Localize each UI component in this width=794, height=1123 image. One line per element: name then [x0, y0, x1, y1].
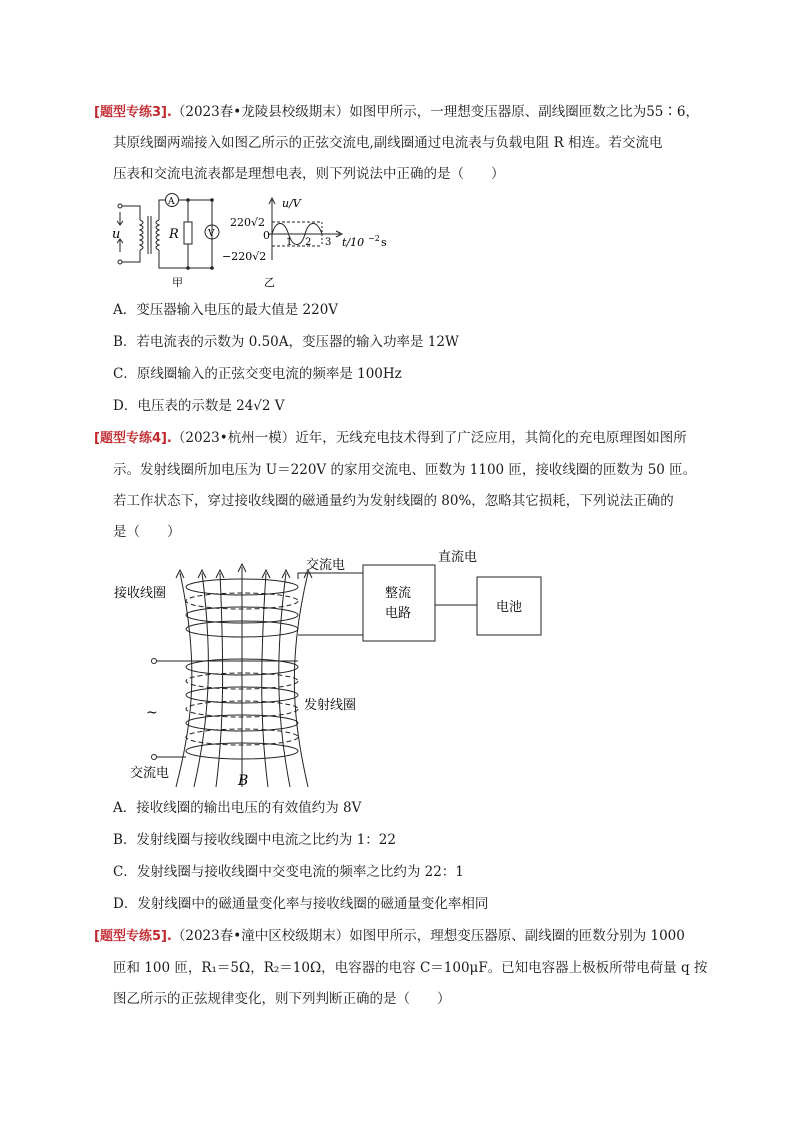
q3-resistor — [184, 222, 192, 244]
q5-tag: [题型专练5]. — [94, 929, 172, 944]
q4-dc-label: 直流电 — [438, 550, 478, 565]
q5-text-2: 匝和 100 匝，R₁＝5Ω，R₂＝10Ω，电容器的电容 C＝100μF。已知电容器上极板所带电荷量 q 按 — [113, 960, 708, 976]
q5-source: （2023春•潼中区校级期末） — [171, 928, 350, 944]
q5-line1 — [94, 924, 685, 944]
q3-figure — [108, 190, 408, 290]
q4-field-line — [176, 573, 192, 787]
q3-voltmeter-label: V — [208, 229, 215, 239]
q3-axis-y: u/V — [282, 197, 301, 210]
q3-terminal-top — [118, 204, 122, 208]
q4-rectifier-box — [363, 565, 435, 641]
q4-terminal-top — [152, 659, 157, 664]
q4-option-d[interactable]: D．发射线圈中的磁通量变化率与接收线圈的磁通量变化率相同 — [113, 896, 489, 912]
q4-text-4: 是（ ） — [113, 524, 181, 540]
q4-text-2: 示。发射线圈所加电压为 U＝220V 的家用交流电、匝数为 1100 匝，接收线圈的匝数为 50 匝。 — [113, 462, 697, 478]
q3-t3: 3 — [325, 237, 332, 248]
q3-option-a[interactable]: A．变压器输入电压的最大值是 220V — [113, 302, 339, 318]
q3-ymin: −220√2 — [222, 250, 267, 263]
q4-figure — [108, 545, 558, 795]
q4-battery-label: 电池 — [496, 600, 523, 615]
q4-ac-bottom-label: 交流电 — [130, 766, 170, 781]
q4-terminal-bottom — [152, 755, 157, 760]
q3-axis-x-exp: −2 — [368, 234, 380, 243]
q4-field-line — [294, 573, 308, 787]
q3-ammeter-label: A — [168, 197, 175, 207]
q4-tilde: ~ — [146, 705, 158, 721]
q4-line1 — [94, 426, 687, 446]
q4-text-3: 若工作状态下，穿过接收线圈的磁通量约为发射线圈的 80%，忽略其它损耗，下列说法正确的 — [113, 493, 674, 509]
q3-option-b[interactable]: B．若电流表的示数为 0.50A，变压器的输入功率是 12W — [113, 334, 459, 350]
q3-tag: [题型专练3]. — [94, 105, 172, 120]
q3-u-label: u — [112, 227, 121, 242]
q3-line1 — [94, 100, 699, 120]
q5-text-1: 如图甲所示，理想变压器原、副线圈的匝数分别为 1000 — [349, 928, 685, 944]
q4-option-c[interactable]: C．发射线圈与接收线圈中交变电流的频率之比约为 22：1 — [113, 864, 464, 880]
q4-option-b[interactable]: B．发射线圈与接收线圈中电流之比约为 1：22 — [113, 832, 396, 848]
q3-text-2: 其原线圈两端接入如图乙所示的正弦交流电,副线圈通过电流表与负载电阻 R 相连。若交流电 — [113, 135, 663, 151]
q3-source: （2023春•龙陵县校级期末） — [171, 104, 350, 120]
q3-option-d[interactable]: D．电压表的示数是 24√2 V — [113, 398, 285, 414]
q3-caption-jia: 甲 — [172, 276, 183, 289]
q3-t2: 2 — [305, 237, 312, 248]
q4-field-line — [194, 573, 208, 787]
q3-ymax: 220√2 — [230, 216, 266, 229]
q3-primary-coil — [140, 220, 143, 250]
q3-terminal-bottom — [118, 260, 122, 264]
q3-caption-yi: 乙 — [264, 276, 275, 289]
q4-rectifier-label-2: 电路 — [385, 606, 412, 621]
q4-field-line — [216, 573, 223, 787]
q3-t1: 1 — [286, 237, 293, 248]
q4-source: （2023•杭州一模） — [171, 430, 296, 446]
q4-tag: [题型专练4]. — [94, 431, 172, 446]
q3-r-label: R — [169, 227, 179, 242]
q3-text-3: 压表和交流电流表都是理想电表，则下列说法中正确的是（ ） — [113, 166, 505, 182]
q3-option-c[interactable]: C．原线圈输入的正弦交变电流的频率是 100Hz — [113, 366, 402, 382]
q4-ac-top-label: 交流电 — [306, 558, 346, 573]
q4-field-label: B — [238, 773, 249, 789]
q3-axis-x-unit: s — [381, 236, 387, 249]
q3-text-1: 如图甲所示，一理想变压器原、副线圈匝数之比为55∶6， — [349, 104, 699, 120]
q4-transmit-label: 发射线圈 — [304, 698, 357, 713]
q3-axis-x: t/10 — [342, 236, 365, 249]
q4-receive-label: 接收线圈 — [114, 586, 167, 601]
q4-rectifier-label-1: 整流 — [385, 586, 412, 601]
q5-text-3: 图乙所示的正弦规律变化，则下列判断正确的是（ ） — [113, 991, 451, 1007]
q3-origin: 0 — [263, 229, 270, 242]
q4-field-line — [262, 573, 268, 787]
q4-text-1: 近年，无线充电技术得到了广泛应用，其简化的充电原理图如图所 — [295, 430, 687, 446]
q4-option-a[interactable]: A．接收线圈的输出电压的有效值约为 8V — [113, 800, 362, 816]
q3-secondary-coil — [156, 220, 159, 250]
